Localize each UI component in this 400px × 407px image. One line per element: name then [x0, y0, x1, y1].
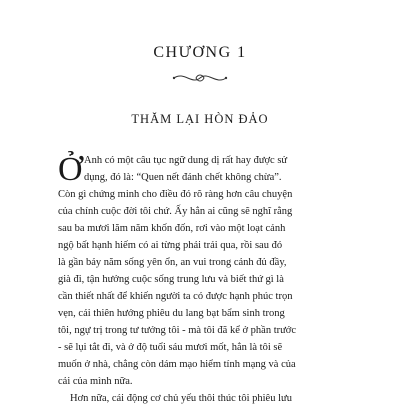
- text-line: của chính cuộc đời tôi chứ. Ấy hẳn ai cũng sẽ nghĩ rằng: [58, 206, 293, 217]
- drop-cap: Ở: [58, 151, 83, 188]
- chapter-title: CHƯƠNG 1: [153, 44, 247, 61]
- text-line: Hơn nữa, cái động cơ chủ yếu thôi thúc tôi phiêu lưu: [70, 393, 292, 404]
- text-line: sau ba mươi lăm năm khốn đốn, rơi vào một loạt cảnh: [58, 223, 286, 234]
- text-line: ngộ bất hạnh hiếm có ai từng phải trải qua, rồi sau đó: [58, 240, 283, 251]
- ornament-divider: [170, 69, 230, 87]
- paragraph-1: [58, 152, 344, 390]
- section-title: THĂM LẠI HÒN ĐẢO: [131, 112, 269, 126]
- text-line: dụng, đó là: “Quen nết đánh chết không chừa”.: [84, 172, 282, 183]
- text-line: vẹn, cái thiên hướng phiêu du lang bạt bẩm sinh trong: [58, 308, 285, 319]
- text-line: - sẽ lụi tắt đi, và ở độ tuổi sáu mươi mốt, hẳn là tôi sẽ: [58, 342, 283, 353]
- paragraph-2: [58, 390, 344, 407]
- text-line: Anh có một câu tục ngữ dung dị rất hay được sử: [84, 155, 288, 166]
- body-text: [58, 152, 344, 407]
- text-line: muốn ở nhà, chẳng còn dám mạo hiểm tính mạng và của: [58, 359, 296, 370]
- text-line: tôi, ngự trị trong tư tưởng tôi - mà tôi đã kể ở phần trước: [58, 325, 297, 336]
- text-line: cải của mình nữa.: [58, 376, 133, 387]
- text-line: là gần bảy năm sống yên ổn, an vui trong cảnh đủ đầy,: [58, 257, 287, 268]
- text-line: Còn gì chứng minh cho điều đó rõ ràng hơn câu chuyện: [58, 189, 293, 200]
- text-line: già đi, tận hưởng cuộc sống trung lưu và biết thứ gì là: [58, 274, 284, 285]
- text-line: cần thiết nhất để khiến người ta có được hạnh phúc trọn: [58, 291, 293, 302]
